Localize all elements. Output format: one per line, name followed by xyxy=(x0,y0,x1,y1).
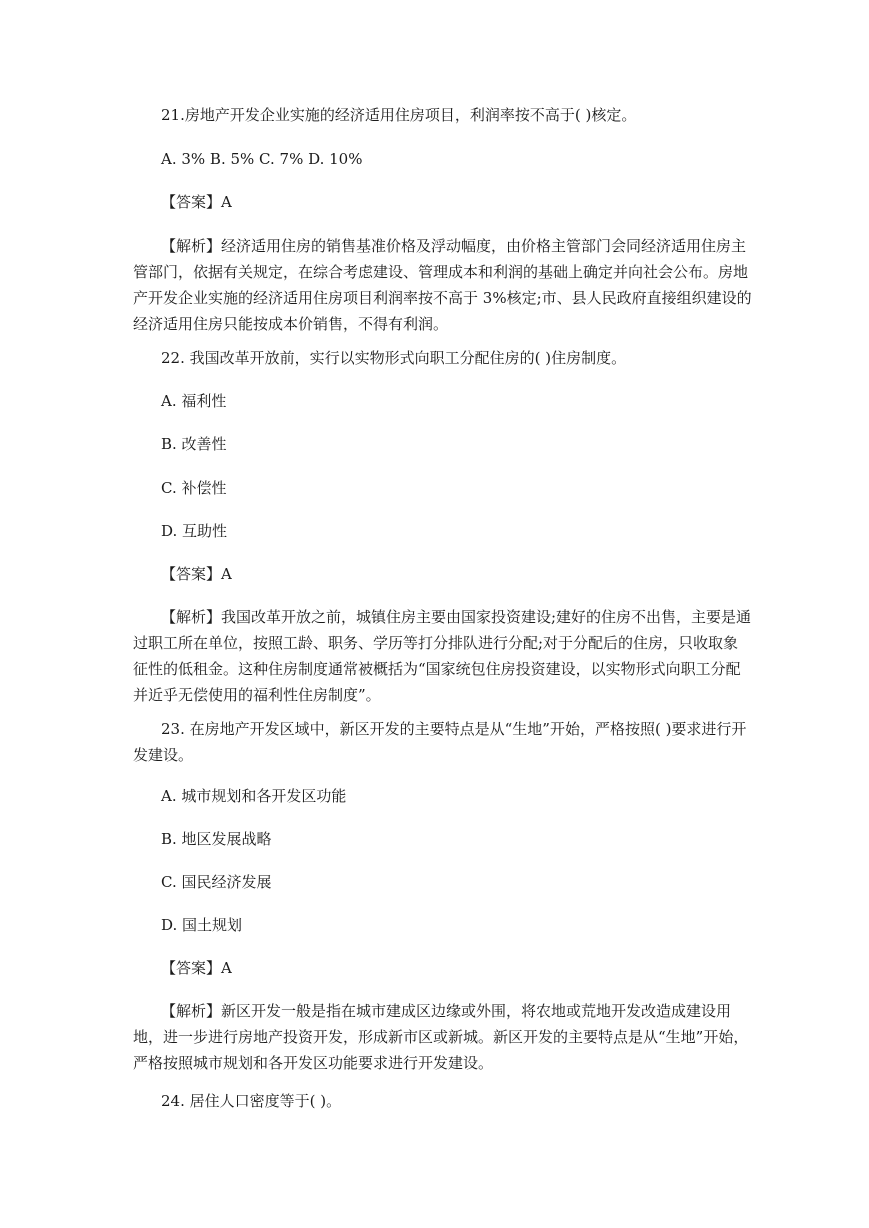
question-22-option-c: C. 补偿性 xyxy=(161,479,227,497)
question-21-stem: 21.房地产开发企业实施的经济适用住房项目，利润率按不高于( )核定。 xyxy=(161,106,637,124)
question-22-analysis: 【解析】我国改革开放之前，城镇住房主要由国家投资建设;建好的住房不出售，主要是通过职工所在单位，按照工龄、职务、学历等打分排队进行分配;对于分配后的住房，只收取象征性的低租金。这种住房制度通常被概括为“国家统包住房投资建设，以实物形式向职工分配并近乎无偿使用的福利性住房制度”。 xyxy=(133,608,752,704)
question-24-stem: 24. 居住人口密度等于( )。 xyxy=(161,1092,342,1110)
question-23-analysis: 【解析】新区开发一般是指在城市建成区边缘或外围，将农地或荒地开发改造成建设用地，进一步进行房地产投资开发，形成新市区或新城。新区开发的主要特点是从“生地”开始，严格按照城市规划和各开发区功能要求进行开发建设。 xyxy=(133,1002,749,1072)
question-22-stem: 22. 我国改革开放前，实行以实物形式向职工分配住房的( )住房制度。 xyxy=(161,349,627,367)
question-21-analysis: 【解析】经济适用住房的销售基准价格及浮动幅度，由价格主管部门会同经济适用住房主管部门，依据有关规定，在综合考虑建设、管理成本和利润的基础上确定并向社会公布。房地产开发企业实施的经济适用住房项目利润率按不高于 3%核定;市、县人民政府直接组织建设的经济适用住房只能按成本价销售，不得有利润。 xyxy=(133,237,752,333)
question-22-answer: 【答案】A xyxy=(161,565,232,583)
question-22-option-a: A. 福利性 xyxy=(161,392,227,410)
question-23-option-b: B. 地区发展战略 xyxy=(161,830,272,848)
question-23-option-c: C. 国民经济发展 xyxy=(161,873,272,891)
question-23-option-a: A. 城市规划和各开发区功能 xyxy=(161,787,347,805)
question-21-options: A. 3% B. 5% C. 7% D. 10% xyxy=(161,150,363,168)
question-22-option-b: B. 改善性 xyxy=(161,435,227,453)
question-23-option-d: D. 国土规划 xyxy=(161,916,243,934)
question-23-answer: 【答案】A xyxy=(161,959,232,977)
question-22-option-d: D. 互助性 xyxy=(161,522,228,540)
question-23-stem: 23. 在房地产开发区域中，新区开发的主要特点是从“生地”开始，严格按照( )要求进行开发建设。 xyxy=(133,720,747,764)
question-21-answer: 【答案】A xyxy=(161,193,232,211)
